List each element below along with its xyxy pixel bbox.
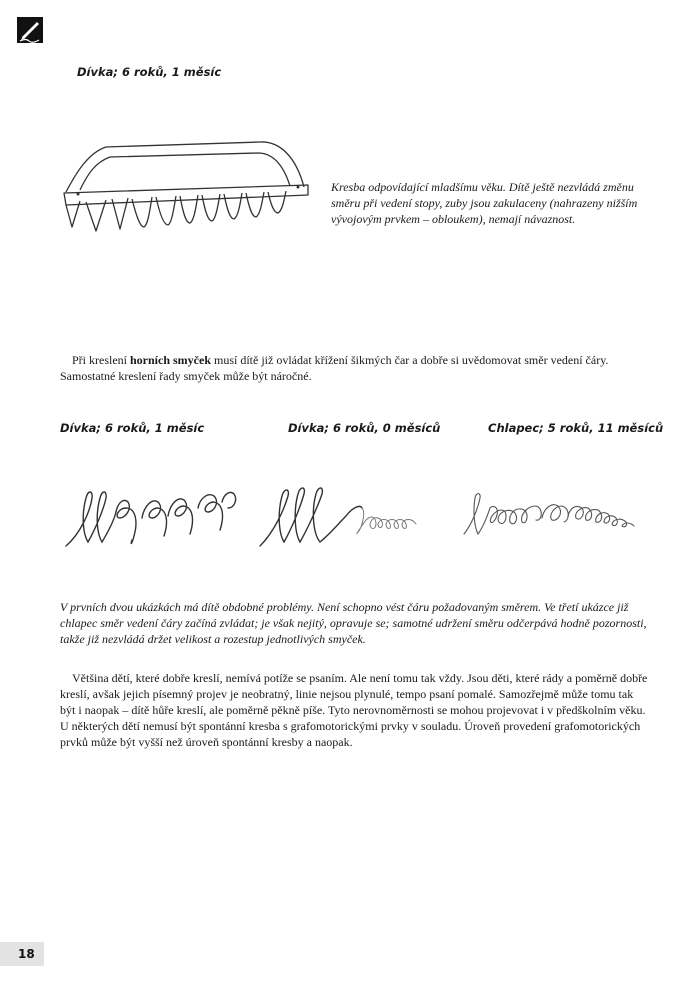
loop-sample-2 xyxy=(256,478,446,558)
figure-caption: Dívka; 6 roků, 1 měsíc xyxy=(77,65,222,79)
saw-drawing xyxy=(58,135,320,257)
loop-sample-3 xyxy=(458,478,648,558)
figure-description: V prvních dvou ukázkách má dítě obdobné problémy. Není schopno vést čáru požadovaným směrem. Ve třetí ukázce již chlapec směr vedení čáry začíná zvládat; je však nejitý, opravuje se; samotné udržení směru odčerpává hodně pozornosti, takže již nezvládá držet velikost a rozestup jednotlivých smyček. xyxy=(60,600,647,646)
loop-sample-1 xyxy=(58,478,248,558)
sample-caption-1: Dívka; 6 roků, 1 měsíc xyxy=(60,421,205,435)
paragraph-emphasis: horních smyček xyxy=(130,353,211,367)
paragraph-text: Při kreslení xyxy=(72,353,130,367)
sample-caption-2: Dívka; 6 roků, 0 měsíců xyxy=(288,421,441,435)
page-number: 18 xyxy=(0,942,44,966)
pen-writing-icon xyxy=(17,17,43,43)
figure-description: Kresba odpovídající mladšímu věku. Dítě ještě nezvládá změnu směru při vedení stopy, zuby jsou zakulaceny (nahrazeny nižším vývojovým prvkem – obloukem), nemají návaznost. xyxy=(331,180,638,226)
body-paragraph xyxy=(60,352,648,384)
paragraph-text: musí dítě již ovládat křížení šikmých čar a dobře si uvědomovat směr vedení čáry. Samostatné kreslení řady smyček může být náročné. xyxy=(60,353,609,383)
sample-caption-3: Chlapec; 5 roků, 11 měsíců xyxy=(488,421,664,435)
body-paragraph: Většina dětí, které dobře kreslí, nemívá potíže se psaním. Ale není tomu tak vždy. Jsou děti, které rády a poměrně dobře kreslí, avšak jejich písemný projev je neobratný, linie nejsou plynulé, tempo psaní pomalé. Samozřejmě může tomu tak být i naopak – dítě hůře kreslí, ale poměrně pěkně píše. Tyto nerovnoměrnosti se mohou projevovat i v předškolním věku. U některých dětí nemusí být spontánní kresba s grafomotorickými prvky v souladu. Úroveň provedení grafomotorických prvků může být vyšší než úroveň spontánní kresby a naopak. xyxy=(60,671,648,749)
